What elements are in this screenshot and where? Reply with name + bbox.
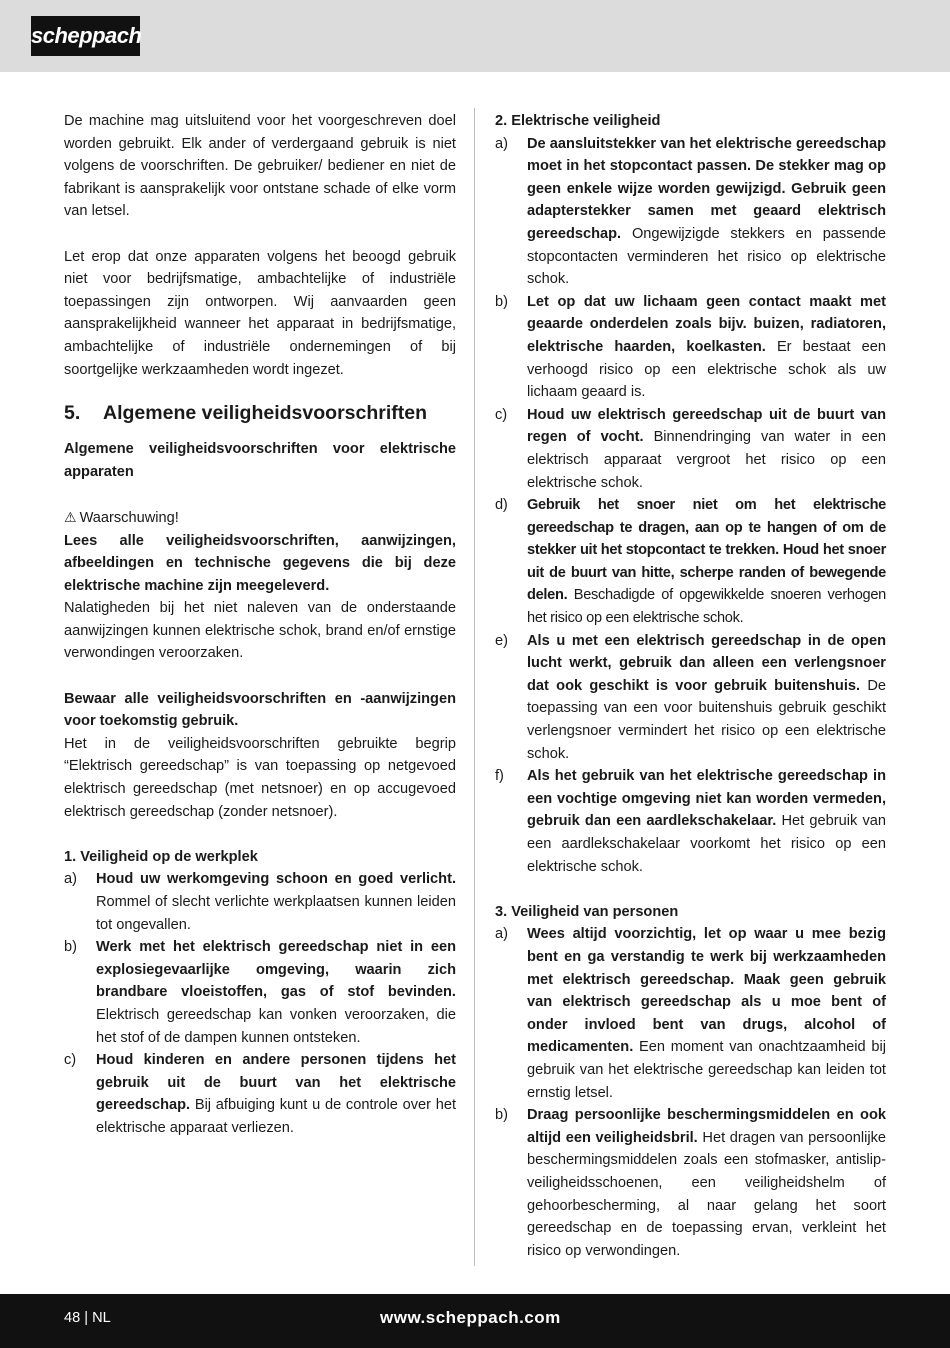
- item-text: Een moment van onachtzaamheid bij gebruik van het elektrische gereedschap kan leiden tot ernstig letsel.: [527, 1039, 886, 1101]
- item-label: d): [495, 497, 508, 514]
- footer-bar: [0, 1294, 950, 1348]
- item-label: a): [64, 871, 77, 888]
- item-label: c): [495, 406, 508, 423]
- page-number: 48 | NL: [64, 1310, 111, 1326]
- left-column: [64, 110, 456, 1140]
- subheading: Algemene veiligheidsvoorschriften voor elektrische apparaten: [64, 441, 456, 480]
- column-divider: [474, 108, 475, 1266]
- item-label: b): [495, 293, 508, 310]
- website-link[interactable]: www.scheppach.com: [380, 1308, 561, 1327]
- item-bold: Wees altijd voorzichtig, let op waar u mee bezig bent en ga verstandig te werk bij werkzaamheden met elektrisch gereedschap. Maak geen gebruik van elektrisch gereedschap als u moe bent of onder invloed bent van drugs, alcohol of medicamenten.: [527, 926, 886, 1056]
- s3-title: 3. Veiligheid van personen: [495, 903, 679, 920]
- item-text: Het gebruik van een aardlekschakelaar voorkomt het risico op een elektrische schok.: [527, 813, 886, 875]
- warning-line: [64, 506, 456, 530]
- item-bold: Houd kinderen en andere personen tijdens het gebruik uit de buurt van het elektrische gereedschap.: [96, 1052, 456, 1114]
- list-item: [495, 630, 886, 766]
- item-text: Er bestaat een verhoogd risico op een elektrische schok als uw lichaam geaard is.: [527, 338, 886, 401]
- item-label: f): [495, 768, 504, 785]
- s1-list: [64, 868, 456, 1139]
- item-bold: Houd uw elektrisch gereedschap uit de buurt van regen of vocht.: [527, 406, 886, 446]
- item-bold: Als het gebruik van het elektrische gereedschap in een vochtige omgeving niet kan worden vermeden, gebruik dan een aardlekschakelaar.: [527, 768, 886, 830]
- list-item: [64, 868, 456, 936]
- scheppach-logo: scheppach: [31, 16, 140, 56]
- item-label: a): [495, 926, 508, 943]
- item-bold: Gebruik het snoer niet om het elektrische gereedschap te dragen, aan op te hangen of om de stekker uit het stopcontact te trekken. Houd het snoer uit de buurt van hitte, scherpe randen of bewegende delen.: [527, 497, 886, 604]
- warning-icon: ⚠: [64, 508, 77, 525]
- list-item: [495, 765, 886, 878]
- right-column: [495, 110, 886, 1262]
- list-item: [495, 1104, 886, 1262]
- item-text: Beschadigde of opgewikkelde snoeren verhogen het risico op een elektrische schok.: [527, 587, 886, 627]
- section-heading: [64, 400, 456, 426]
- keep-instructions-bold: Bewaar alle veiligheidsvoorschriften en -aanwijzingen voor toekomstig gebruik.: [64, 690, 456, 730]
- warning-text: Nalatigheden bij het niet naleven van de onderstaande aanwijzingen kunnen elektrische schok, brand en/of ernstige verwondingen veroorzaken.: [64, 600, 456, 662]
- list-item: [495, 494, 886, 630]
- item-text: De toepassing van een voor buitenshuis gebruik geschikt verlengsnoer vermindert het risico op een elektrische schok.: [527, 677, 886, 762]
- list-item: [495, 404, 886, 494]
- item-bold: Houd uw werkomgeving schoon en goed verlicht.: [96, 871, 456, 888]
- list-item: [495, 133, 886, 291]
- item-bold: De aansluitstekker van het elektrische gereedschap moet in het stopcontact passen. De stekker mag op geen enkele wijze worden gewijzigd. Gebruik geen adapterstekker samen met geaard elektrisch gereedschap.: [527, 135, 886, 242]
- list-item: [64, 936, 456, 1049]
- warning-bold: Lees alle veiligheidsvoorschriften, aanwijzingen, afbeeldingen en technische gegevens die bij deze elektrische machine zijn meegeleverd.: [64, 532, 456, 594]
- header-band: [0, 0, 950, 72]
- item-bold: Let op dat uw lichaam geen contact maakt met geaarde onderdelen zoals bijv. buizen, radiatoren, elektrische haarden, koelkasten.: [527, 293, 886, 355]
- item-text: Ongewijzigde stekkers en passende stopcontacten verminderen het risico op elektrische schok.: [527, 225, 886, 288]
- item-label: c): [64, 1052, 77, 1069]
- s1-title: 1. Veiligheid op de werkplek: [64, 848, 258, 865]
- keep-instructions-text: Het in de veiligheidsvoorschriften gebruikte begrip “Elektrisch gereedschap” is van toepassing op netgevoed elektrisch gereedschap (met netsnoer) en op accugevoed elektrisch gereedschap (zonder netsnoer).: [64, 735, 456, 820]
- item-bold: Draag persoonlijke beschermingsmiddelen en ook altijd een veiligheidsbril.: [527, 1107, 886, 1146]
- paragraph-liability: Let erop dat onze apparaten volgens het beoogd gebruik niet voor bedrijfsmatige, ambachtelijke of industriële toepassingen zijn ontworpen. Wij aanvaarden geen aansprakelijkheid wanneer het apparaat in bedrijfsmatige, ambachtelijke of industriële ondernemingen of bij soortgelijke werkzaamheden wordt ingezet.: [64, 248, 456, 378]
- s3-list: [495, 923, 886, 1262]
- section-number: 5.: [64, 402, 81, 425]
- s2-title: 2. Elektrische veiligheid: [495, 113, 661, 129]
- item-text: Binnendringing van water in een elektrisch apparaat vergroot het risico op een elektrische schok.: [527, 429, 886, 491]
- item-label: b): [495, 1107, 508, 1124]
- list-item: [64, 1049, 456, 1139]
- item-label: b): [64, 939, 77, 956]
- warning-label: Waarschuwing!: [79, 509, 179, 526]
- section-title: Algemene veiligheidsvoorschriften: [103, 402, 428, 425]
- paragraph-intended-use: De machine mag uitsluitend voor het voorgeschreven doel worden gebruikt. Elk ander of verdergaand gebruik is niet volgens de voorschriften. De gebruiker/ bediener en niet de fabrikant is aansprakelijk voor ontstane schade of elke vorm van letsel.: [64, 113, 456, 220]
- item-text: Bij afbuiging kunt u de controle over het elektrische apparaat verliezen.: [96, 1097, 456, 1136]
- item-label: e): [495, 632, 508, 649]
- item-label: a): [495, 135, 508, 152]
- list-item: [495, 291, 886, 404]
- item-text: Rommel of slecht verlichte werkplaatsen kunnen leiden tot ongevallen.: [96, 894, 456, 933]
- item-text: Het dragen van persoonlijke beschermingsmiddelen zoals een stofmasker, antislip-veiligheidsschoenen, een veiligheidshelm of gehoorbescherming, al naar gelang het soort gereedschap en de toepassing ervan, verkleint het risico op verwondingen.: [527, 1129, 887, 1259]
- item-text: Elektrisch gereedschap kan vonken veroorzaken, die het stof of de dampen kunnen ontsteken.: [96, 1006, 456, 1046]
- item-bold: Als u met een elektrisch gereedschap in de open lucht werkt, gebruik dan alleen een verlengsnoer dat ook geschikt is voor gebruik buitenshuis.: [527, 632, 886, 694]
- item-bold: Werk met het elektrisch gereedschap niet in een explosiegevaarlijke omgeving, waarin zich brandbare vloeistoffen, gas of stof bevinden.: [96, 939, 456, 1001]
- s2-list: [495, 133, 886, 879]
- list-item: [495, 923, 886, 1104]
